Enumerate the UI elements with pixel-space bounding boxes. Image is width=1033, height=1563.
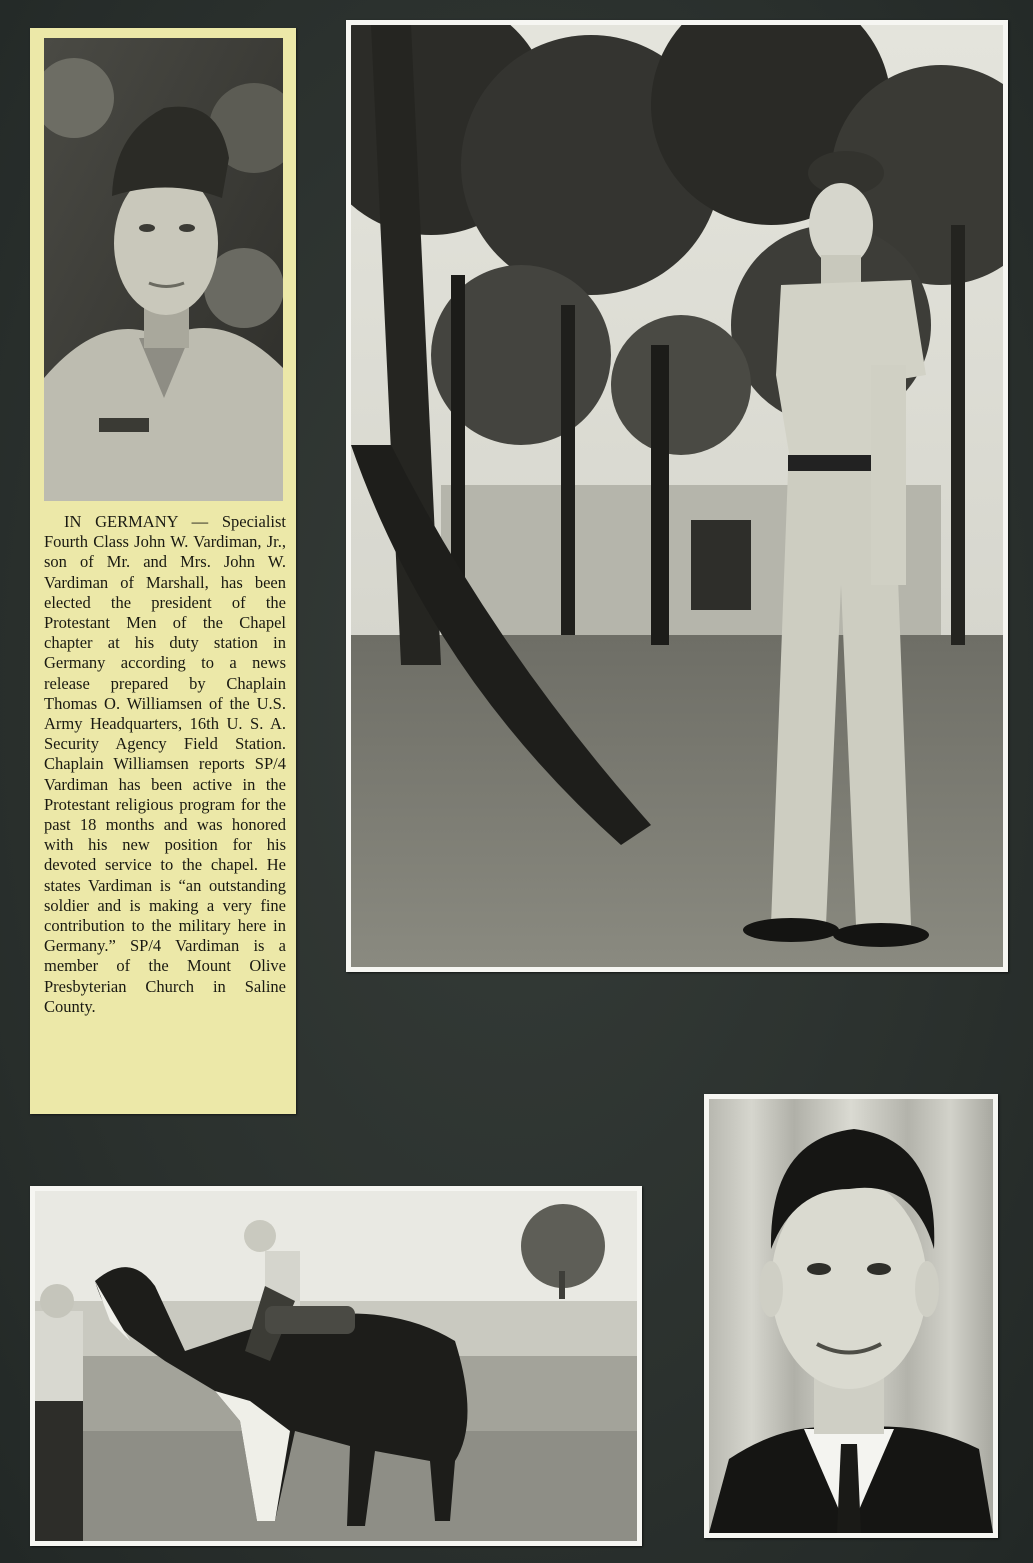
soldier-photo — [346, 20, 1008, 972]
clipping-photo-image — [44, 38, 283, 501]
portrait-photo — [704, 1094, 998, 1538]
horse-photo — [30, 1186, 642, 1546]
horse-photo-image — [35, 1191, 637, 1541]
clipping-photo — [44, 38, 283, 501]
article-text: IN GERMANY — Specialist Fourth Class John W. Vardiman, Jr., son of Mr. and Mrs. John W. Vardiman of Marshall, has been elected the president of the Protestant Men of the Chapel chapter at his duty station in Germany according to a news release prepared by Chaplain Thomas O. Williamsen of the U.S. Army Headquarters, 16th U. S. A. Security Agency Field Station. Chaplain Williamsen reports SP/4 Vardiman has been active in the Protestant religious program for the past 18 months and was honored with his new position for his devoted service to the chapel. He states Vardiman is “an outstanding soldier and is making a very fine contribution to the military here in Germany.” SP/4 Vardiman is a member of the Mount Olive Presbyterian Church in Saline County. — [44, 512, 286, 1016]
newspaper-clipping — [30, 28, 296, 1114]
soldier-photo-image — [351, 25, 1003, 967]
portrait-photo-image — [709, 1099, 993, 1533]
